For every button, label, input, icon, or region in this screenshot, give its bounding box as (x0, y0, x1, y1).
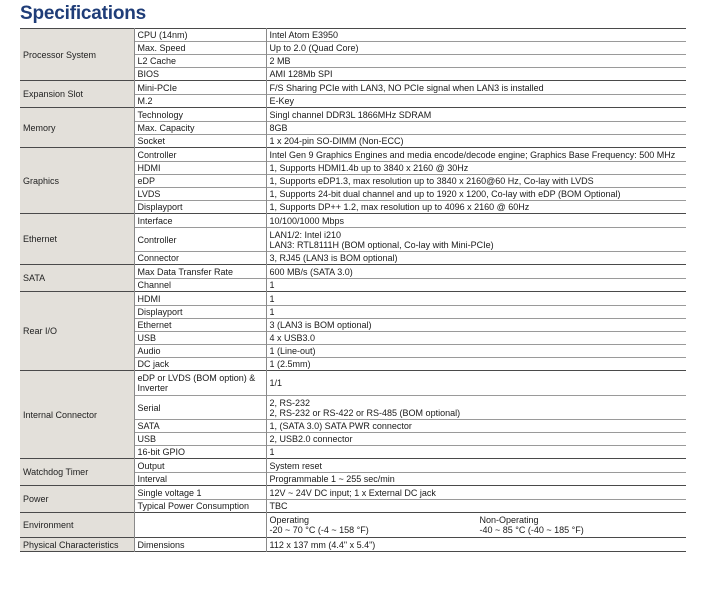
section-label: Ethernet (20, 214, 134, 265)
spec-value: 2, USB2.0 connector (266, 433, 686, 446)
spec-item: Mini-PCIe (134, 81, 266, 95)
spec-item: Max. Speed (134, 42, 266, 55)
section-label: Expansion Slot (20, 81, 134, 108)
spec-value: AMI 128Mb SPI (266, 68, 686, 81)
environment-values (266, 513, 686, 538)
spec-item: Interface (134, 214, 266, 228)
spec-item: LVDS (134, 188, 266, 201)
spec-value: 2 MB (266, 55, 686, 68)
spec-item: Output (134, 459, 266, 473)
spec-value: System reset (266, 459, 686, 473)
spec-item: DC jack (134, 358, 266, 371)
spec-value: 1, Supports DP++ 1.2, max resolution up to 4096 x 2160 @ 60Hz (266, 201, 686, 214)
spec-value: Programmable 1 ~ 255 sec/min (266, 473, 686, 486)
spec-item: Controller (134, 228, 266, 252)
spec-value: 1 (2.5mm) (266, 358, 686, 371)
spec-value: E-Key (266, 95, 686, 108)
spec-value: 12V ~ 24V DC input; 1 x External DC jack (266, 486, 686, 500)
spec-item: Interval (134, 473, 266, 486)
page-title: Specifications (20, 3, 147, 24)
spec-value: 1 (266, 279, 686, 292)
spec-item: Socket (134, 135, 266, 148)
section-label: Watchdog Timer (20, 459, 134, 486)
spec-item (134, 371, 266, 396)
spec-value: 8GB (266, 122, 686, 135)
spec-value: 600 MB/s (SATA 3.0) (266, 265, 686, 279)
spec-item-line: Inverter (137, 383, 169, 393)
spec-item: Controller (134, 148, 266, 162)
spec-item: Channel (134, 279, 266, 292)
spec-item: Audio (134, 345, 266, 358)
spec-item: Displayport (134, 306, 266, 319)
spec-item: Max. Capacity (134, 122, 266, 135)
spec-item: M.2 (134, 95, 266, 108)
spec-value: 1 (Line-out) (266, 345, 686, 358)
spec-value: 1 (266, 446, 686, 459)
spec-value: 1, (SATA 3.0) SATA PWR connector (266, 420, 686, 433)
spec-item: L2 Cache (134, 55, 266, 68)
section-label: Power (20, 486, 134, 513)
section-label: Memory (20, 108, 134, 148)
spec-value: 1 x 204-pin SO-DIMM (Non-ECC) (266, 135, 686, 148)
spec-value: 3 (LAN3 is BOM optional) (266, 319, 686, 332)
spec-item: Displayport (134, 201, 266, 214)
spec-value: 10/100/1000 Mbps (266, 214, 686, 228)
spec-item: USB (134, 433, 266, 446)
spec-value: 1 (266, 306, 686, 319)
spec-value: 1/1 (266, 371, 686, 396)
section-label: Physical Characteristics (20, 538, 134, 552)
spec-value-line: LAN3: RTL8111H (BOM optional, Co-lay with Mini-PCIe) (269, 239, 494, 250)
spec-item: Technology (134, 108, 266, 122)
specifications-table (20, 28, 686, 552)
non-operating-value: -40 ~ 85 °C (-40 ~ 185 °F) (479, 525, 584, 535)
section-label: Processor System (20, 29, 134, 81)
spec-value: Intel Gen 9 Graphics Engines and media encode/decode engine; Graphics Base Frequency: 500 MHz (266, 148, 686, 162)
section-label: Environment (20, 513, 134, 538)
spec-item-line: eDP or LVDS (BOM option) & (137, 373, 256, 383)
spec-value: 1, Supports eDP1.3, max resolution up to 3840 x 2160@60 Hz, Co-lay with LVDS (266, 175, 686, 188)
spec-value-line: LAN1/2: Intel i210 (269, 229, 342, 240)
spec-item: Connector (134, 252, 266, 265)
spec-value: Up to 2.0 (Quad Core) (266, 42, 686, 55)
spec-item: Single voltage 1 (134, 486, 266, 500)
spec-item: Ethernet (134, 319, 266, 332)
spec-item: HDMI (134, 292, 266, 306)
spec-value: 1, Supports 24-bit dual channel and up to 1920 x 1200, Co-lay with eDP (BOM Optional) (266, 188, 686, 201)
spec-value: 112 x 137 mm (4.4" x 5.4") (266, 538, 686, 552)
spec-value-line: 2, RS-232 (269, 397, 311, 408)
spec-value: 1, Supports HDMI1.4b up to 3840 x 2160 @ 30Hz (266, 162, 686, 175)
operating-label: Operating (269, 515, 310, 525)
spec-item: BIOS (134, 68, 266, 81)
spec-value-line: 2, RS-232 or RS-422 or RS-485 (BOM optional) (269, 407, 461, 418)
spec-item: eDP (134, 175, 266, 188)
spec-item: 16-bit GPIO (134, 446, 266, 459)
spec-item: USB (134, 332, 266, 345)
section-label: SATA (20, 265, 134, 292)
spec-item: Max Data Transfer Rate (134, 265, 266, 279)
section-label: Internal Connector (20, 371, 134, 459)
operating-value: -20 ~ 70 °C (-4 ~ 158 °F) (269, 525, 369, 535)
spec-value: 4 x USB3.0 (266, 332, 686, 345)
spec-value: TBC (266, 500, 686, 513)
spec-value: 3, RJ45 (LAN3 is BOM optional) (266, 252, 686, 265)
spec-value (266, 396, 686, 420)
spec-item: Typical Power Consumption (134, 500, 266, 513)
spec-value: Intel Atom E3950 (266, 29, 686, 42)
spec-item: CPU (14nm) (134, 29, 266, 42)
non-operating-label: Non-Operating (479, 515, 539, 525)
spec-value: Singl channel DDR3L 1866MHz SDRAM (266, 108, 686, 122)
spec-item: Serial (134, 396, 266, 420)
spec-value: 1 (266, 292, 686, 306)
section-label: Rear I/O (20, 292, 134, 371)
spec-item: Dimensions (134, 538, 266, 552)
spec-value (266, 228, 686, 252)
section-label: Graphics (20, 148, 134, 214)
spec-item (134, 513, 266, 538)
spec-item: HDMI (134, 162, 266, 175)
spec-item: SATA (134, 420, 266, 433)
spec-value: F/S Sharing PCIe with LAN3, NO PCIe signal when LAN3 is installed (266, 81, 686, 95)
